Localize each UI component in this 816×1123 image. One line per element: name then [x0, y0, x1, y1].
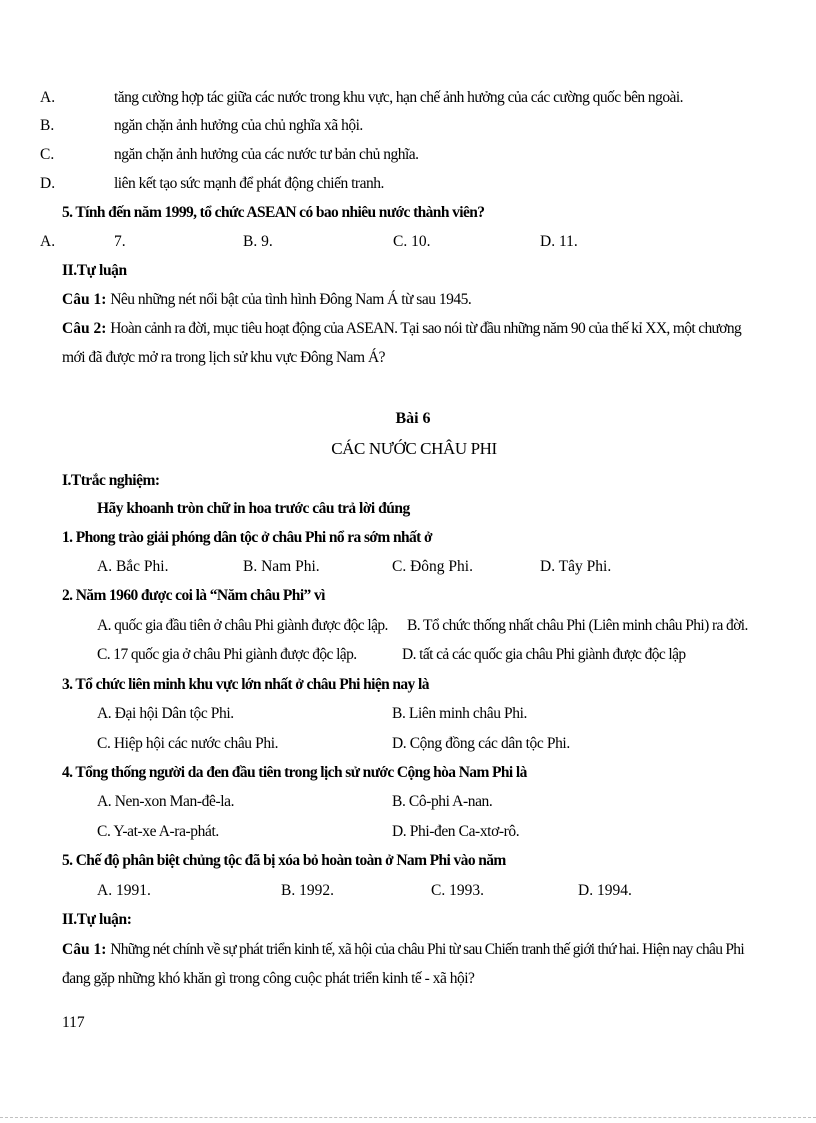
answer-d: D. 1994.: [578, 882, 632, 899]
question-text: 1. Phong trào giải phóng dân tộc ở châu Phi nổ ra sớm nhất ở: [62, 529, 432, 546]
answer-letter: A.: [40, 233, 56, 250]
page-edge-divider: [0, 1117, 816, 1118]
answer-c: C. 1993.: [431, 882, 484, 899]
answer-a: 7.: [114, 233, 126, 250]
answer-d: D. tất cả các quốc gia châu Phi giành được độc lập: [402, 646, 686, 663]
section-heading: I.Ttrắc nghiệm:: [62, 472, 160, 489]
essay-question: [62, 940, 744, 960]
section-heading: II.Tự luận: [62, 262, 127, 279]
question-text: 5. Tính đến năm 1999, tổ chức ASEAN có bao nhiêu nước thành viên?: [62, 204, 485, 221]
answer-a: A. 1991.: [97, 882, 151, 899]
option-text: liên kết tạo sức mạnh để phát động chiến tranh.: [114, 175, 384, 192]
essay-text: Những nét chính về sự phát triển kinh tế, xã hội của châu Phi từ sau Chiến tranh thế giới thứ hai. Hiện nay châu Phi: [110, 941, 744, 958]
question-text: 5. Chế độ phân biệt chủng tộc đã bị xóa bỏ hoàn toàn ở Nam Phi vào năm: [62, 852, 506, 869]
answer-b: B. 9.: [243, 233, 273, 250]
option-text: ngăn chặn ảnh hưởng của chủ nghĩa xã hội.: [114, 117, 363, 134]
answer-c: C. 17 quốc gia ở châu Phi giành được độc lập.: [97, 646, 357, 663]
answer-d: D. Tây Phi.: [540, 558, 612, 575]
answer-d: D. Phi-đen Ca-xtơ-rô.: [392, 823, 520, 840]
option-text: ngăn chặn ảnh hưởng của các nước tư bản chủ nghĩa.: [114, 146, 419, 163]
lesson-title: CÁC NƯỚC CHÂU PHI: [331, 439, 497, 458]
answer-b: B. Tổ chức thống nhất châu Phi (Liên minh châu Phi) ra đời.: [407, 617, 748, 634]
answer-c: C. Đông Phi.: [392, 558, 473, 575]
essay-label: Câu 1:: [62, 941, 107, 958]
section-heading: II.Tự luận:: [62, 911, 132, 928]
option-text: tăng cường hợp tác giữa các nước trong khu vực, hạn chế ảnh hưởng của các cường quốc bên ngoài.: [114, 89, 683, 106]
essay-label: Câu 1:: [62, 291, 107, 308]
option-letter: C.: [40, 146, 55, 163]
answer-c: C. Hiệp hội các nước châu Phi.: [97, 735, 279, 752]
answer-a: A. quốc gia đầu tiên ở châu Phi giành được độc lập.: [97, 617, 388, 634]
option-letter: B.: [40, 117, 55, 134]
essay-question: [62, 290, 471, 310]
essay-text-continued: đang gặp những khó khăn gì trong công cuộc phát triển kinh tế - xã hội?: [62, 970, 475, 987]
essay-label: Câu 2:: [62, 320, 107, 337]
answer-a: A. Bắc Phi.: [97, 558, 169, 575]
answer-b: B. 1992.: [281, 882, 334, 899]
essay-text: Nêu những nét nổi bật của tình hình Đông Nam Á từ sau 1945.: [110, 291, 472, 308]
essay-text-continued: mới đã được mở ra trong lịch sử khu vực Đông Nam Á?: [62, 349, 386, 366]
question-text: 2. Năm 1960 được coi là “Năm châu Phi” vì: [62, 587, 325, 604]
option-letter: A.: [40, 89, 56, 106]
essay-text: Hoàn cảnh ra đời, mục tiêu hoạt động của ASEAN. Tại sao nói từ đầu những năm 90 của thế kỉ XX, một chương: [110, 320, 742, 337]
answer-d: D. 11.: [540, 233, 578, 250]
answer-b: B. Cô-phi A-nan.: [392, 793, 493, 810]
question-text: 4. Tổng thống người da đen đầu tiên trong lịch sử nước Cộng hòa Nam Phi là: [62, 764, 527, 781]
answer-a: A. Đại hội Dân tộc Phi.: [97, 705, 234, 722]
answer-d: D. Cộng đồng các dân tộc Phi.: [392, 735, 570, 752]
essay-question: [62, 319, 741, 339]
answer-c: C. 10.: [393, 233, 431, 250]
lesson-number: Bài 6: [395, 410, 431, 427]
answer-a: A. Nen-xon Man-đê-la.: [97, 793, 235, 810]
option-letter: D.: [40, 175, 56, 192]
answer-b: B. Liên minh châu Phi.: [392, 705, 527, 722]
instruction: Hãy khoanh tròn chữ in hoa trước câu trả lời đúng: [97, 500, 410, 517]
page-number: 117: [62, 1014, 85, 1031]
question-text: 3. Tổ chức liên minh khu vực lớn nhất ở châu Phi hiện nay là: [62, 676, 429, 693]
answer-c: C. Y-at-xe A-ra-phát.: [97, 823, 219, 840]
answer-b: B. Nam Phi.: [243, 558, 320, 575]
